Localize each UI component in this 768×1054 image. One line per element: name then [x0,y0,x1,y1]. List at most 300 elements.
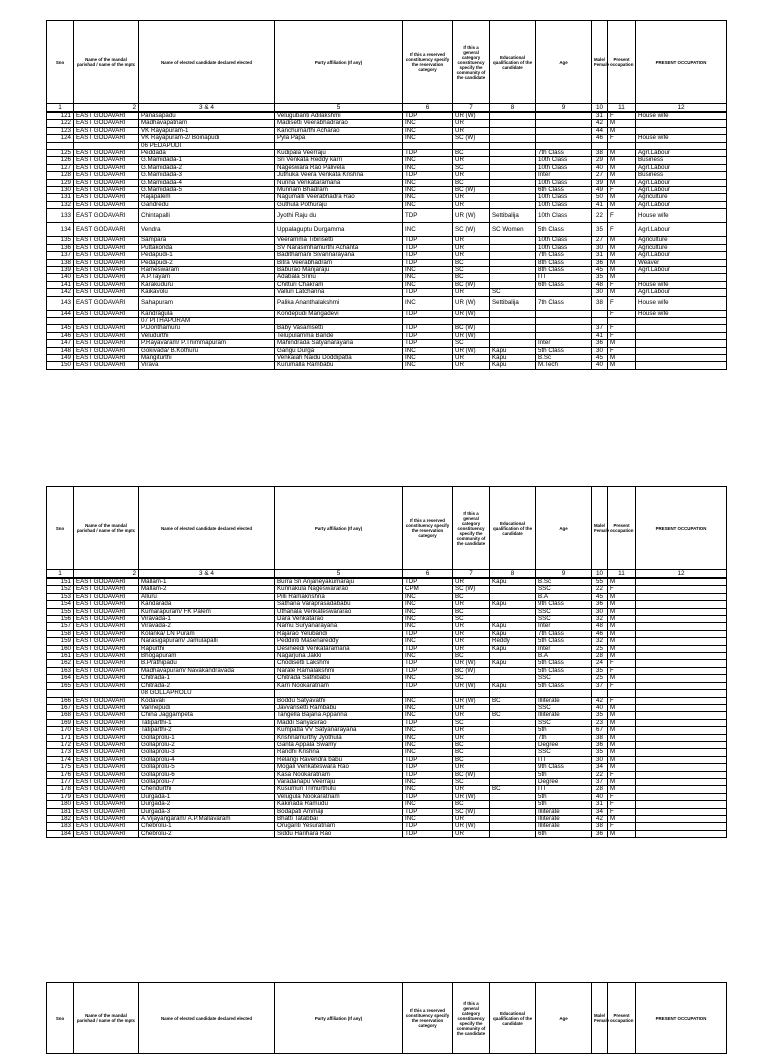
table-cell: M [608,786,636,793]
table-cell: EAST GODAVARI [74,741,139,748]
table-cell: VK Rayapuram-1 [139,127,275,134]
header-cell: Name of elected candidate declared elected [139,983,275,1054]
table-cell: 31 [592,801,608,808]
table-cell: BC [453,801,490,808]
table-cell: UR [453,764,490,771]
table-cell: UR [453,362,490,369]
table-cell: F [608,325,636,332]
table-cell: 145 [47,325,74,332]
table-cell: F [608,187,636,194]
table-cell: 34 [592,764,608,771]
table-cell: EAST GODAVARI [74,127,139,134]
table-cell: Velugula Nookaratnam [275,793,403,800]
table-cell [536,127,592,134]
table-cell: EAST GODAVARI [74,187,139,194]
table-cell: 177 [47,778,74,785]
table-cell [636,734,727,741]
empty-cell [47,690,74,697]
table-cell: Chebrolu-2 [139,830,275,837]
table-cell: EAST GODAVARI [74,340,139,347]
table-cell [536,325,592,332]
table-cell: 30 [592,244,608,251]
table-cell [636,675,727,682]
table-cell: 134 [47,223,74,237]
table-cell: M [608,157,636,164]
table-cell: Reddy [490,638,536,645]
table-row [47,764,727,771]
table-cell: 139 [47,266,74,273]
table-cell [636,793,727,800]
table-cell: Baburao Manjaraju [275,266,403,273]
table-cell: UR [453,712,490,719]
table-cell: Kapu [490,660,536,667]
table-cell: UR (W) [453,697,490,704]
header-cell: If this a general category constituency specify the community of the candidate [453,487,490,570]
table-cell: 125 [47,150,74,157]
table-cell: Guthula Pothuraju [275,201,403,208]
table-cell: 25 [592,645,608,652]
table-block-2 [46,486,726,838]
table-cell: SC [490,289,536,296]
table-cell: Burra Sri Anjaneyakumaraju [275,578,403,586]
table-cell: 41 [592,332,608,339]
table-cell: 152 [47,586,74,593]
table-cell: Tangella Bajana Appanna [275,712,403,719]
table-cell: Viravada-1 [139,616,275,623]
table-cell: M [608,816,636,823]
header-cell: Name of the mandal parishad / name of the mptc [74,487,139,570]
table-cell: 148 [47,347,74,354]
table-cell: 128 [47,172,74,179]
table-cell: Illiterate [536,823,592,830]
table-cell: 174 [47,756,74,763]
table-cell: ITI [536,786,592,793]
table-cell: Puttakonda [139,244,275,251]
table-cell: 10th Class [536,201,592,208]
table-cell: Agrl.Labour [636,150,727,157]
table-cell: Agrl.Labour [636,187,727,194]
table-cell: Inter [536,623,592,630]
table-cell: Pedapudi-2 [139,259,275,266]
table-cell: House wife [636,135,727,142]
empty-cell [403,690,453,697]
table-cell: UR (W) [453,332,490,339]
table-cell: Palika Ananthalakshmi [275,296,403,310]
table-cell: Durgada-1 [139,793,275,800]
empty-cell [636,690,727,697]
table-cell: Bitra Veerabhadram [275,259,403,266]
table-cell: INC [403,697,453,704]
table-cell: Rajarao Yelubandi [275,630,403,637]
table-cell: Durgada-3 [139,808,275,815]
table-cell: 176 [47,771,74,778]
table-cell: UR [453,127,490,134]
table-cell: Pedapudi-1 [139,252,275,259]
table-cell: 146 [47,332,74,339]
table-cell: Kapu [490,362,536,369]
table-cell: M [608,727,636,734]
table-cell: 179 [47,793,74,800]
table-cell: EAST GODAVARI [74,682,139,689]
table-cell: Kusumuri Trimurthulu [275,786,403,793]
table-cell: EAST GODAVARI [74,201,139,208]
table-cell: Boddu Satyavathi [275,697,403,704]
column-number: 11 [608,570,636,579]
table-cell: INC [403,127,453,134]
table-cell: Gollaprolu-3 [139,749,275,756]
table-cell: Kumarapuram/ FK Palem [139,608,275,615]
header-cell: If this a reserved constituency specify the reservation category [403,21,453,104]
table-cell: Randhi Krishna [275,749,403,756]
header-cell: If this a general category constituency specify the community of the candidate [453,21,490,104]
table-cell: UR [453,201,490,208]
table-cell: 10th Class [536,157,592,164]
table-cell: Kanchumarthi Acharao [275,127,403,134]
table-cell [490,157,536,164]
header-cell: If this a reserved constituency specify the reservation category [403,487,453,570]
table-cell: Namu Suryanarayana [275,623,403,630]
table-cell: M [608,194,636,201]
table-cell: INC [403,675,453,682]
table-cell: BC [490,697,536,704]
table-cell: INC [403,786,453,793]
table-cell: TDP [403,172,453,179]
table-cell: Juthuka Veera Venkata Krishna [275,172,403,179]
table-cell: EAST GODAVARI [74,704,139,711]
table-cell: 156 [47,616,74,623]
table-cell: 42 [592,816,608,823]
table-cell: TDP [403,793,453,800]
header-cell: Name of elected candidate declared elected [139,21,275,104]
column-number: 8 [490,104,536,113]
table-cell: 7th Class [536,252,592,259]
header-cell: Present occupation [608,983,636,1054]
table-cell [490,274,536,281]
table-cell: Kapu [490,645,536,652]
table-cell [636,719,727,726]
column-number: 3 & 4 [139,104,275,113]
column-number: 7 [453,104,490,113]
table-cell: EAST GODAVARI [74,786,139,793]
table-cell: Badithamani Sivannarayana [275,252,403,259]
table-cell: Sri Venkata Reddy karri [275,157,403,164]
table-cell [490,325,536,332]
table-cell: 30 [592,347,608,354]
table-cell: 169 [47,719,74,726]
table-cell: 67 [592,727,608,734]
table-cell [490,252,536,259]
table-cell: Agrl.Labour [636,252,727,259]
table-cell: M [608,362,636,369]
table-cell: 38 [592,734,608,741]
table-cell: UR (W) [453,682,490,689]
table-cell: UR [453,630,490,637]
table-cell: UR (W) [453,112,490,120]
table-cell: INC [403,179,453,186]
table-cell [490,201,536,208]
table-cell [636,667,727,674]
table-cell: EAST GODAVARI [74,697,139,704]
table-cell: BC (W) [453,187,490,194]
table-cell: 184 [47,830,74,837]
table-cell: 9th Class [536,601,592,608]
table-cell: SSC [536,586,592,593]
table-cell: 40 [592,793,608,800]
table-cell: F [608,223,636,237]
table-cell [636,638,727,645]
table-cell: EAST GODAVARI [74,712,139,719]
table-cell [490,608,536,615]
table-cell: M [608,749,636,756]
table-cell: House wife [636,310,727,317]
table-cell: INC [403,194,453,201]
table-cell: M [608,164,636,171]
table-cell: F [608,209,636,223]
table-cell: 10th Class [536,209,592,223]
empty-cell [636,317,727,324]
table-cell: Relangi Ravendra babu [275,756,403,763]
table-cell [636,340,727,347]
table-cell: BC [453,150,490,157]
table-cell: A.Vijayangaram/ A.P.Mallavaram [139,816,275,823]
table-cell [636,616,727,623]
table-cell: F [608,347,636,354]
table-cell: China Jaggampeta [139,712,275,719]
table-cell [490,179,536,186]
table-cell: Tatiparthi-1 [139,719,275,726]
table-cell: TDP [403,645,453,652]
table-cell [490,719,536,726]
table-cell [636,332,727,339]
table-cell: BC (W) [453,667,490,674]
table-cell: EAST GODAVARI [74,667,139,674]
header-cell: Party affiliation (If any) [275,487,403,570]
table-cell: TDP [403,237,453,244]
table-cell: 35 [592,274,608,281]
empty-cell [74,690,139,697]
table-cell: M [608,289,636,296]
table-cell: UR (W) [453,347,490,354]
table-cell: Gollaprolu-5 [139,764,275,771]
table-cell: Mangiturthi [139,354,275,361]
table-cell: 168 [47,712,74,719]
table-cell: Mahindrada Satyanarayana [275,340,403,347]
table-cell: F [608,112,636,120]
table-cell: SC [453,164,490,171]
table-cell: Oruganti Yesuratnam [275,823,403,830]
header-row [47,487,727,570]
table-row [47,296,727,310]
table-cell: 24 [592,660,608,667]
table-cell [636,697,727,704]
table-cell: UR [453,244,490,251]
table-cell: 130 [47,187,74,194]
table-cell [490,187,536,194]
table-cell: Gollaprolu-1 [139,734,275,741]
table-cell: M [608,704,636,711]
table-row [47,830,727,837]
table-cell: EAST GODAVARI [74,645,139,652]
table-cell: M [608,593,636,600]
table-cell: Uppalaguptu Durgamma [275,223,403,237]
table-cell: 126 [47,157,74,164]
header-cell: Present occupation [608,21,636,104]
table-cell: UR [453,354,490,361]
table-cell: UR (W) [453,823,490,830]
table-cell [490,244,536,251]
table-cell: F [608,660,636,667]
table-cell: Panasapadu [139,112,275,120]
table-cell: Agriculture [636,244,727,251]
table-cell: EAST GODAVARI [74,209,139,223]
table-cell: SSC [536,616,592,623]
table-cell: EAST GODAVARI [74,354,139,361]
table-cell: Durgada-2 [139,801,275,808]
table-cell: 39 [592,179,608,186]
empty-cell [490,317,536,324]
table-cell [636,325,727,332]
table-cell [536,289,592,296]
table-cell: UR [453,252,490,259]
table-cell: SV Narasimhamurthi Achanta [275,244,403,251]
table-cell: F [608,332,636,339]
column-number: 10 [592,104,608,113]
empty-cell [490,690,536,697]
table-cell: Telupulamma Bande [275,332,403,339]
table-cell: INC [403,362,453,369]
table-cell: Agriculture [636,237,727,244]
table-cell [490,340,536,347]
table-cell: Javvarisetti Rambabu [275,704,403,711]
table-cell [636,778,727,785]
table-cell [536,135,592,142]
table-cell: INC [403,623,453,630]
table-cell: M [608,764,636,771]
table-cell: 135 [47,237,74,244]
table-cell: 159 [47,638,74,645]
table-cell: Varadanapu Veerraju [275,778,403,785]
table-cell: UR (W) [453,209,490,223]
table-cell: Gollaprolu-2 [139,741,275,748]
table-cell: INC [403,120,453,127]
table-cell: EAST GODAVARI [74,112,139,120]
table-cell: 10th Class [536,194,592,201]
table-cell: Pilli Ramakrishna [275,593,403,600]
table-cell [636,347,727,354]
table-cell: 5th [536,727,592,734]
column-number: 12 [636,104,727,113]
table-cell [490,259,536,266]
table-header [47,487,727,579]
table-cell: UR [453,638,490,645]
table-cell: 35 [592,667,608,674]
table-cell: Nagarjuna Jakki [275,653,403,660]
table-cell: INC [403,638,453,645]
table-cell: EAST GODAVARI [74,223,139,237]
table-cell: Rajapalem [139,194,275,201]
table-cell: Illiterate [536,816,592,823]
table-cell: TDP [403,764,453,771]
table-cell: Business [636,157,727,164]
table-cell: EAST GODAVARI [74,734,139,741]
table-cell: Valluri Latchanna [275,289,403,296]
table-cell: 35 [592,749,608,756]
table-cell: BC [453,593,490,600]
table-cell: Ganta Appala Swamy [275,741,403,748]
table-cell: INC [403,727,453,734]
table-cell: M [608,712,636,719]
table-cell: 121 [47,112,74,120]
table-cell: 170 [47,727,74,734]
table-cell: EAST GODAVARI [74,608,139,615]
table-cell: Nunna Venkataramana [275,179,403,186]
table-cell: EAST GODAVARI [74,816,139,823]
table-cell: M [608,237,636,244]
table-cell [636,764,727,771]
table-cell [490,266,536,273]
table-cell: EAST GODAVARI [74,808,139,815]
table-cell: Kapu [490,630,536,637]
table-cell [490,164,536,171]
table-cell: 9th Class [536,764,592,771]
empty-cell [275,690,403,697]
table-cell: Inter [536,645,592,652]
table-cell [636,808,727,815]
table-cell: Kudipala Veerraju [275,150,403,157]
table-cell: M [608,244,636,251]
table-cell: INC [403,266,453,273]
table-cell: UR [453,704,490,711]
table-cell: M [608,734,636,741]
table-cell [490,801,536,808]
table-cell: Weaver [636,259,727,266]
table-cell: INC [403,281,453,288]
table-cell: 45 [592,266,608,273]
table-cell: Chodisetti Lakshmi [275,660,403,667]
table-cell: Kondepudi Mangadevi [275,310,403,317]
table-cell: BC [490,786,536,793]
table-cell [490,816,536,823]
table-cell [490,823,536,830]
header-cell: Age [536,487,592,570]
table-cell: Madhavapatnam [139,120,275,127]
table-cell: M [608,608,636,615]
table-cell [636,727,727,734]
table-cell: 5th Class [536,682,592,689]
table-cell: EAST GODAVARI [74,252,139,259]
table-cell: TDP [403,289,453,296]
table-cell: House wife [636,112,727,120]
table-cell: 153 [47,593,74,600]
table-cell [636,653,727,660]
table-cell: TDP [403,682,453,689]
table-cell: M [608,638,636,645]
table-cell: 38 [592,296,608,310]
table-cell: Kodavali [139,697,275,704]
table-cell: BC [453,741,490,748]
table-cell: 161 [47,653,74,660]
table-cell: 151 [47,578,74,586]
table-cell: 46 [592,630,608,637]
table-cell: Tatiparthi-2 [139,727,275,734]
table-cell: 5th Class [536,667,592,674]
table-cell: Adabala Srinu [275,274,403,281]
column-number: 6 [403,570,453,579]
table-cell: INC [403,712,453,719]
table-cell [490,749,536,756]
table-cell: House wife [636,281,727,288]
table-cell: Chebrolu-1 [139,823,275,830]
